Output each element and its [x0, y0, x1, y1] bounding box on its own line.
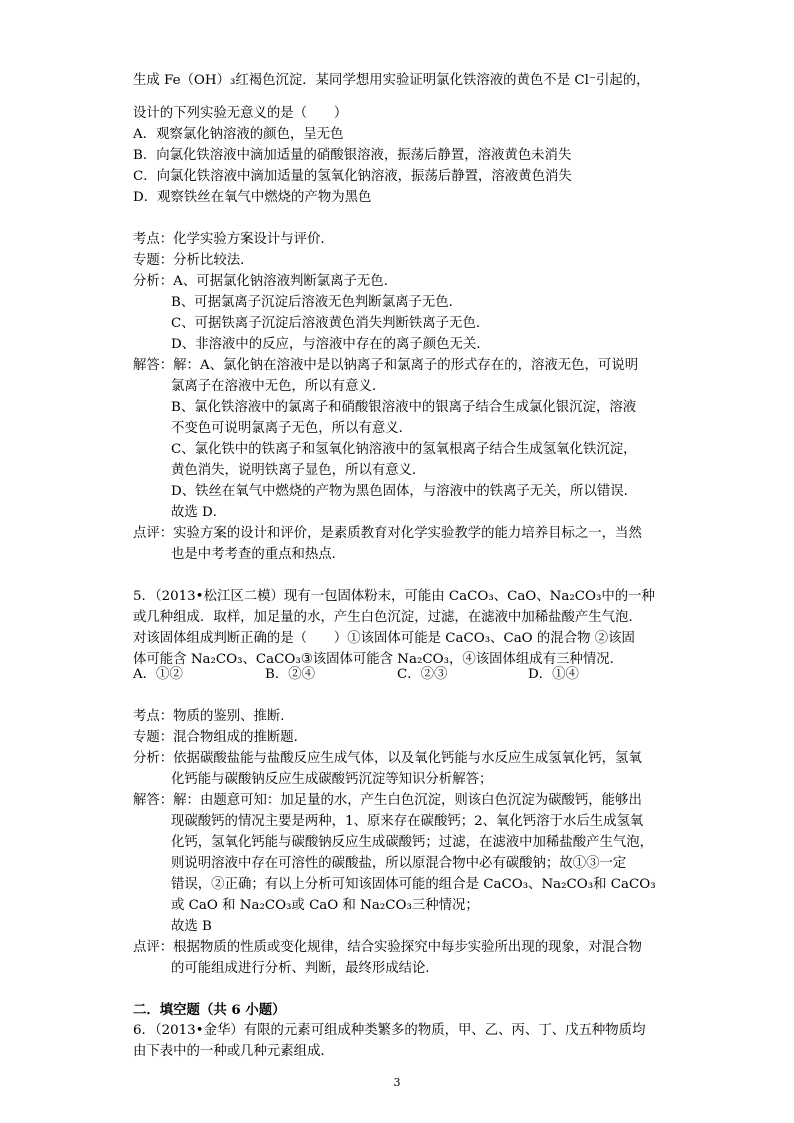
q5-jieda-line-7: 故选 B: [171, 919, 212, 934]
q4-dianping-line-2: 也是中考考查的重点和热点．: [171, 547, 346, 562]
q4-stem-line-2: 设计的下列实验无意义的是（ ）: [133, 106, 348, 121]
q6-stem-line-2: 由下表中的一种或几种元素组成．: [133, 1044, 334, 1059]
q5-jieda-line-3: 化钙，氢氧化钙能与碳酸钠反应生成碳酸钙；过滤，在滤液中加稀盐酸产生气泡，: [171, 835, 654, 850]
q4-dianping-line-1: 点评：实验方案的设计和评价，是素质教育对化学实验教学的能力培养目标之一，当然: [133, 526, 642, 541]
q4-fenxi-line-4: D、非溶液中的反应，与溶液中存在的离子颜色无关．: [171, 337, 490, 352]
q4-fenxi-line-1: 分析：A、可据氯化钠溶液判断氯离子无色．: [133, 274, 398, 289]
q4-jieda-line-1: 解答：解：A、氯化钠在溶液中是以钠离子和氯离子的形式存在的，溶液无色，可说明: [133, 358, 639, 373]
q5-jieda-line-4: 则说明溶液中存在可溶性的碳酸盐，所以原混合物中必有碳酸钠；故①③一定: [171, 856, 627, 871]
q5-option-b: B．②④: [265, 667, 316, 682]
q5-stem-line-3: 对该固体组成判断正确的是（ ）①该固体可能是 CaCO₃、CaO 的混合物 ②该固: [133, 631, 635, 646]
q5-stem-line-2: 或几种组成．取样，加足量的水，产生白色沉淀，过滤，在滤液中加稀盐酸产生气泡．: [133, 610, 642, 625]
q5-kaodian: 考点：物质的鉴别、推断．: [133, 709, 294, 724]
q4-jieda-line-7: D、铁丝在氧气中燃烧的产物为黑色固体，与溶液中的铁离子无关，所以错误．: [171, 484, 638, 499]
q5-zhuanti: 专题：混合物组成的推断题．: [133, 730, 308, 745]
q5-option-d: D．①④: [528, 667, 579, 682]
q5-jieda-line-5: 错误，②正确；有以上分析可知该固体可能的组合是 CaCO₃、Na₂CO₃和 CaCO₃: [171, 877, 656, 892]
q5-fenxi-line-1: 分析：依据碳酸盐能与盐酸反应生成气体，以及氧化钙能与水反应生成氢氧化钙，氢氧: [133, 751, 642, 766]
q4-option-c: C．向氯化铁溶液中滴加适量的氢氧化钠溶液，振荡后静置，溶液黄色消失: [133, 169, 572, 184]
page-number: 3: [393, 1076, 401, 1089]
q4-jieda-line-2: 氯离子在溶液中无色，所以有意义．: [171, 379, 386, 394]
q5-options-row: [133, 665, 653, 685]
q5-option-c: C．②③: [397, 667, 448, 682]
q5-dianping-line-2: 的可能组成进行分析、判断，最终形成结论．: [171, 961, 439, 976]
q4-fenxi-line-3: C、可据铁离子沉淀后溶液黄色消失判断铁离子无色．: [171, 316, 490, 331]
q5-stem-line-1: 5．（2013•松江区二模）现有一包固体粉末，可能由 CaCO₃、CaO、Na₂CO₃中的一种: [133, 589, 655, 604]
section-title-fill-in: 二．填空题（共 6 小题）: [133, 1002, 286, 1018]
q4-jieda-line-3: B、氯化铁溶液中的氯离子和硝酸银溶液中的银离子结合生成氯化银沉淀，溶液: [171, 400, 637, 415]
q4-option-d: D．观察铁丝在氧气中燃烧的产物为黑色: [133, 190, 372, 205]
q4-option-b: B．向氯化铁溶液中滴加适量的硝酸银溶液，振荡后静置，溶液黄色未消失: [133, 148, 572, 163]
q5-stem-line-4: 体可能含 Na₂CO₃、CaCO₃③该固体可能含 Na₂CO₃，④该固体组成有三种情况．: [133, 652, 624, 667]
q4-fenxi-line-2: B、可据氯离子沉淀后溶液无色判断氯离子无色．: [171, 295, 463, 310]
q4-jieda-line-8: 故选 D．: [171, 505, 227, 520]
q4-jieda-line-5: C、氯化铁中的铁离子和氢氧化钠溶液中的氢氧根离子结合生成氢氧化铁沉淀，: [171, 442, 637, 457]
q6-stem-line-1: 6．（2013•金华）有限的元素可组成种类繁多的物质，甲、乙、丙、丁、戊五种物质均: [133, 1023, 646, 1038]
q5-jieda-line-6: 或 CaO 和 Na₂CO₃或 CaO 和 Na₂CO₃三种情况；: [171, 898, 479, 913]
q4-kaodian: 考点：化学实验方案设计与评价．: [133, 232, 334, 247]
q5-dianping-line-1: 点评：根据物质的性质或变化规律，结合实验探究中每步实验所出现的现象，对混合物: [133, 940, 642, 955]
q4-jieda-line-4: 不变色可说明氯离子无色，所以有意义．: [171, 421, 413, 436]
q5-jieda-line-2: 现碳酸钙的情况主要是两种，1、原来存在碳酸钙；2、氧化钙溶于水后生成氢氧: [171, 814, 644, 829]
q4-option-a: A．观察氯化钠溶液的颜色，呈无色: [133, 127, 344, 142]
q4-zhuanti: 专题：分析比较法．: [133, 253, 254, 268]
q5-option-a: A．①②: [133, 667, 183, 682]
q5-fenxi-line-2: 化钙能与碳酸钠反应生成碳酸钙沉淀等知识分析解答；: [171, 772, 493, 787]
q4-stem-line-1: 生成 Fe（OH）₃红褐色沉淀．某同学想用实验证明氯化铁溶液的黄色不是 Cl⁻引起的，: [133, 73, 650, 88]
q5-jieda-line-1: 解答：解：由题意可知：加足量的水，产生白色沉淀，则该白色沉淀为碳酸钙，能够出: [133, 793, 642, 808]
q4-jieda-line-6: 黄色消失，说明铁离子显色，所以有意义．: [171, 463, 426, 478]
